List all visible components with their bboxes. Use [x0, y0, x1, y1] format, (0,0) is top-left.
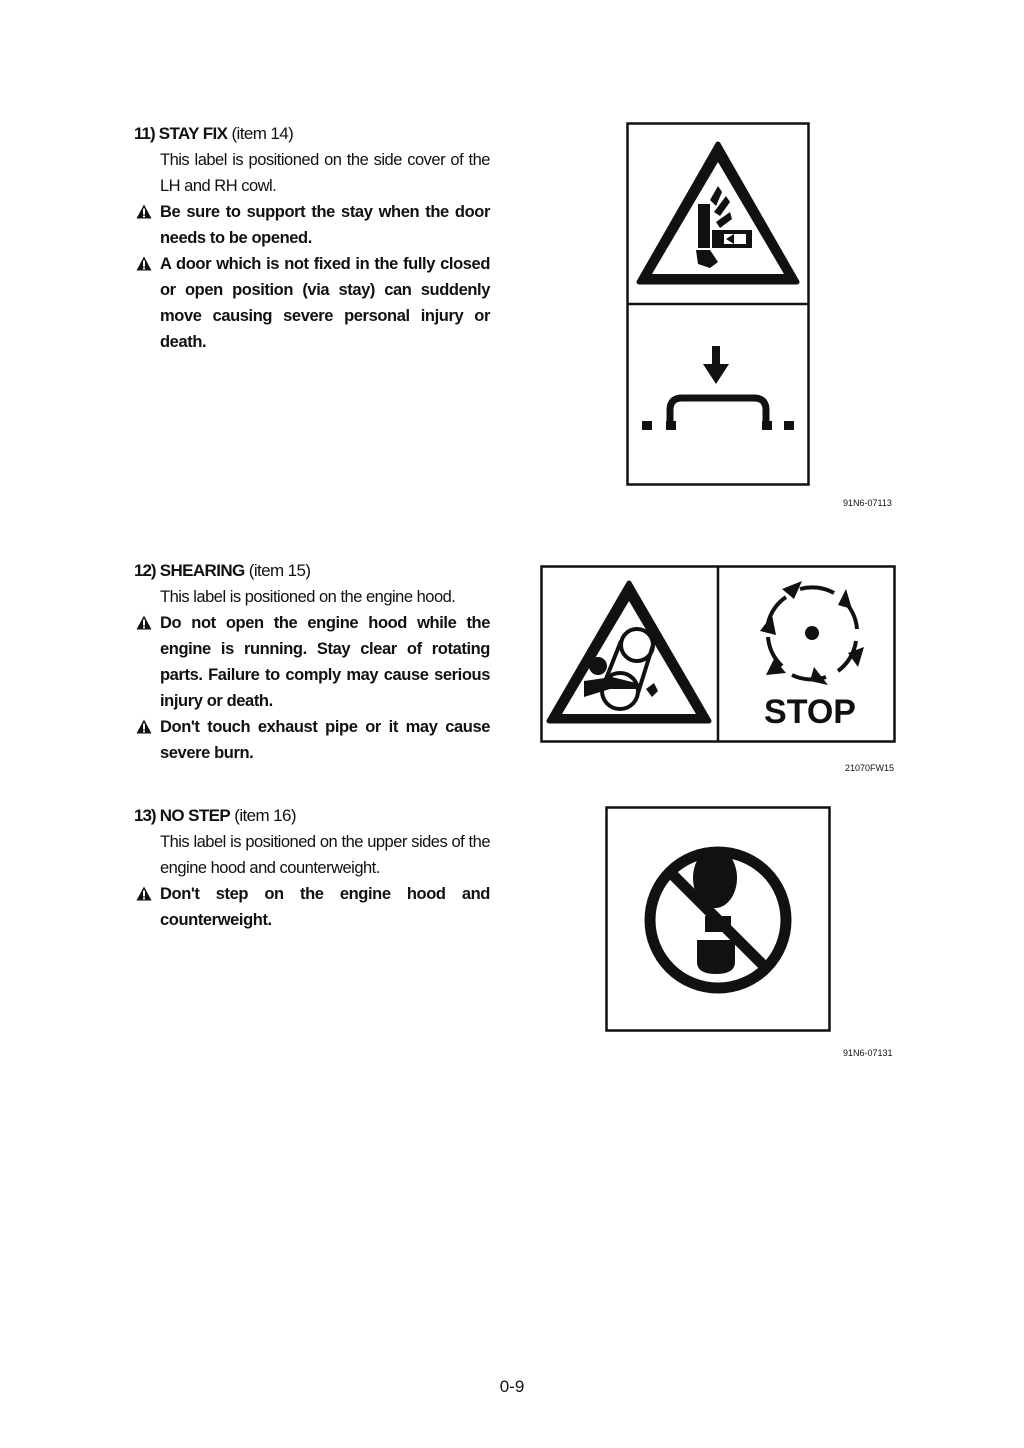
warning-statement: Be sure to support the stay when the door needs to be opened. — [160, 199, 490, 251]
section-title: NO STEP — [159, 806, 231, 825]
section-item-ref: (item 15) — [248, 561, 311, 580]
warning-triangle-icon — [136, 615, 152, 630]
figure-code: 21070FW15 — [845, 763, 895, 773]
section-item-ref: (item 14) — [231, 124, 294, 143]
stop-text: STOP — [764, 693, 856, 731]
shearing-label-figure — [540, 565, 898, 747]
warning-statement: Don't step on the engine hood and counterweight. — [160, 881, 490, 933]
section-number: 13) — [134, 806, 156, 825]
figure-code: 91N6-07131 — [843, 1048, 893, 1058]
section-heading — [134, 121, 490, 147]
section-heading — [134, 803, 490, 829]
section-title: STAY FIX — [158, 124, 228, 143]
warning-triangle-icon — [136, 719, 152, 734]
section-number: 12) — [134, 561, 156, 580]
section-stay-fix — [134, 121, 490, 355]
page-number: 0-9 — [499, 1377, 525, 1396]
section-no-step — [134, 803, 490, 933]
warning-statement: A door which is not fixed in the fully closed or open position (via stay) can suddenly move causing severe personal injury or death. — [160, 251, 490, 355]
stay-fix-label-figure — [626, 122, 812, 488]
warning-statement: Do not open the engine hood while the engine is running. Stay clear of rotating parts. Failure to comply may cause serious injury or death. — [160, 610, 490, 714]
section-description: This label is positioned on the side cover of the LH and RH cowl. — [160, 151, 490, 195]
section-heading — [134, 558, 490, 584]
warning-triangle-icon — [136, 256, 152, 271]
section-shearing — [134, 558, 490, 766]
no-step-label-figure — [605, 806, 833, 1034]
figure-code: 91N6-07113 — [843, 498, 892, 508]
section-item-ref: (item 16) — [234, 806, 296, 825]
section-number: 11) — [134, 124, 155, 143]
warning-triangle-icon — [136, 204, 152, 219]
section-description: This label is positioned on the upper sides of the engine hood and counterweight. — [160, 833, 490, 877]
warning-statement: Don't touch exhaust pipe or it may cause severe burn. — [160, 714, 490, 766]
warning-triangle-icon — [136, 886, 152, 901]
section-title: SHEARING — [159, 561, 245, 580]
section-description: This label is positioned on the engine hood. — [160, 588, 456, 606]
